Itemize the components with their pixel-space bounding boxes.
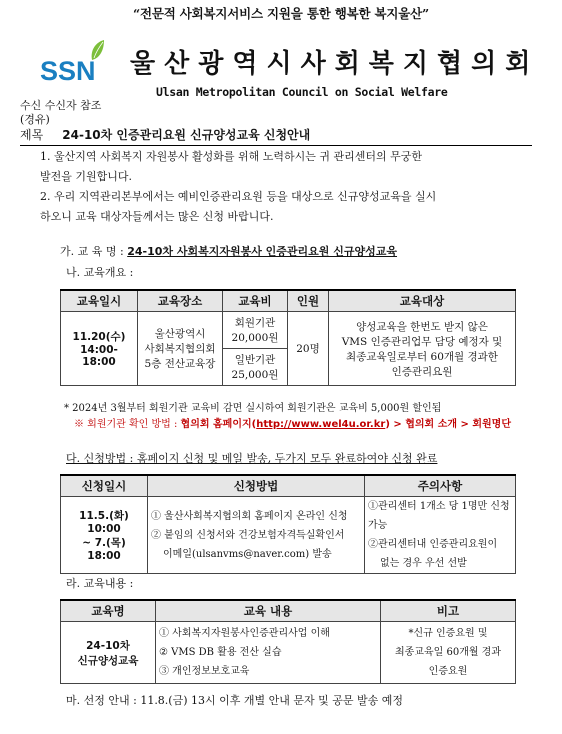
education-content-table: 교육명 교육 내용 비고 24-10차 신규양성교육 ① 사회복지자원봉사인증관리사업 이해 ② VMS DB 활용 전산 실습 ③ 개인정보보호교육 *신규 인증요원 및 최종교육일 60개월 경과 인증요원	[60, 599, 516, 684]
education-content: ① 사회복지자원봉사인증관리사업 이해 ② VMS DB 활용 전산 실습 ③ 개인정보보호교육	[156, 622, 381, 684]
paragraph-1: 1. 울산지역 사회복지 자원봉사 활성화를 위해 노력하시는 귀 관리센터의 무궁한 발전을 기원합니다.	[40, 150, 422, 183]
subject-text: 24-10차 인증관리요원 신규양성교육 신청안내	[62, 128, 311, 142]
education-name: 24-10차 신규양성교육	[61, 622, 156, 684]
ssn-logo	[40, 38, 110, 84]
homepage-link[interactable]: http://www.wel4u.or.kr	[256, 419, 386, 430]
edu-datetime: 11.20(수) 14:00-18:00	[61, 312, 138, 386]
section-ra: 라. 교육내용 :	[66, 577, 134, 590]
application-method-table: 신청일시 신청방법 주의사항 11.5.(화) 10:00 ~ 7.(목) 18:00 ① 울산사회복지협의회 홈페이지 온라인 신청 ② 붙임의 신청서와 건강보험자격득실확인서 이메일(ulsanvms@naver.com) 발송 ①관리센터 1개소 당 1명만 신청 가능 ②관리센터내 인증관리요원이 없는 경우 우선 선발	[60, 474, 516, 574]
section-na: 나. 교육개요 :	[66, 266, 134, 279]
edu-target: 양성교육을 한번도 받지 않은 VMS 인증관리업무 담당 예정자 및 최종교육일로부터 60개월 경과한 인증관리요원	[329, 312, 516, 386]
application-period: 11.5.(화) 10:00 ~ 7.(목) 18:00	[61, 497, 148, 574]
application-caution: ①관리센터 1개소 당 1명만 신청 가능 ②관리센터내 인증관리요원이 없는 경우 우선 선발	[365, 497, 516, 574]
fee-general: 일반기관 25,000원	[223, 349, 288, 386]
slogan: “전문적 사회복지서비스 지원을 통한 행복한 복지울산”	[133, 6, 429, 21]
education-remark: *신규 인증요원 및 최종교육일 60개월 경과 인증요원	[381, 622, 516, 684]
paragraph-2: 2. 우리 지역관리본부에서는 예비인증관리요원 등을 대상으로 신규양성교육을 실시 하오니 교육 대상자들께서는 많은 신청 바랍니다.	[40, 190, 437, 223]
education-overview-table: 교육일시 교육장소 교육비 인원 교육대상 11.20(수) 14:00-18:00 울산광역시 사회복지협의회 5층 전산교육장 회원기관 20,000원 20명 양성교육을 한번도 받지 않은 VMS 인증관리업무 담당 예정자 및 최종교육일로부터 60개월 경과한 인증관리요원 일반기관 25,000원	[60, 289, 516, 386]
org-name-ko: 울산광역시사회복지협의회	[130, 49, 540, 79]
edu-place: 울산광역시 사회복지협의회 5층 전산교육장	[138, 312, 223, 386]
edu-count: 20명	[288, 312, 329, 386]
section-da: 다. 신청방법 : 홈페이지 신청 및 메일 발송, 두가지 모두 완료하여야 신청 완료	[66, 452, 438, 465]
subject-label: 제목	[20, 128, 44, 142]
recipient-line: 수신 수신자 참조	[20, 99, 102, 112]
org-name-en: Ulsan Metropolitan Council on Social Welfare	[156, 85, 448, 99]
subject-line	[20, 126, 532, 146]
section-ga: 가. 교 육 명 : 24-10차 사회복지자원봉사 인증관리요원 신규양성교육	[60, 245, 398, 258]
logo-text: SSN	[40, 56, 96, 84]
via-line: (경유)	[20, 113, 50, 126]
fee-member: 회원기관 20,000원	[223, 312, 288, 349]
section-ma: 마. 선정 안내 : 11.8.(금) 13시 이후 개별 안내 문자 및 공문 발송 예정	[66, 694, 403, 707]
fee-discount-note: * 2024년 3월부터 회원기관 교육비 감면 실시하여 회원기관은 교육비 5,000원 할인됨	[64, 403, 442, 414]
application-method: ① 울산사회복지협의회 홈페이지 온라인 신청 ② 붙임의 신청서와 건강보험자격득실확인서 이메일(ulsanvms@naver.com) 발송	[148, 497, 365, 574]
member-check-note: ※ 회원기관 확인 방법 : 협의회 홈페이지(http://www.wel4u.or.kr) > 협의회 소개 > 회원명단	[74, 419, 512, 430]
